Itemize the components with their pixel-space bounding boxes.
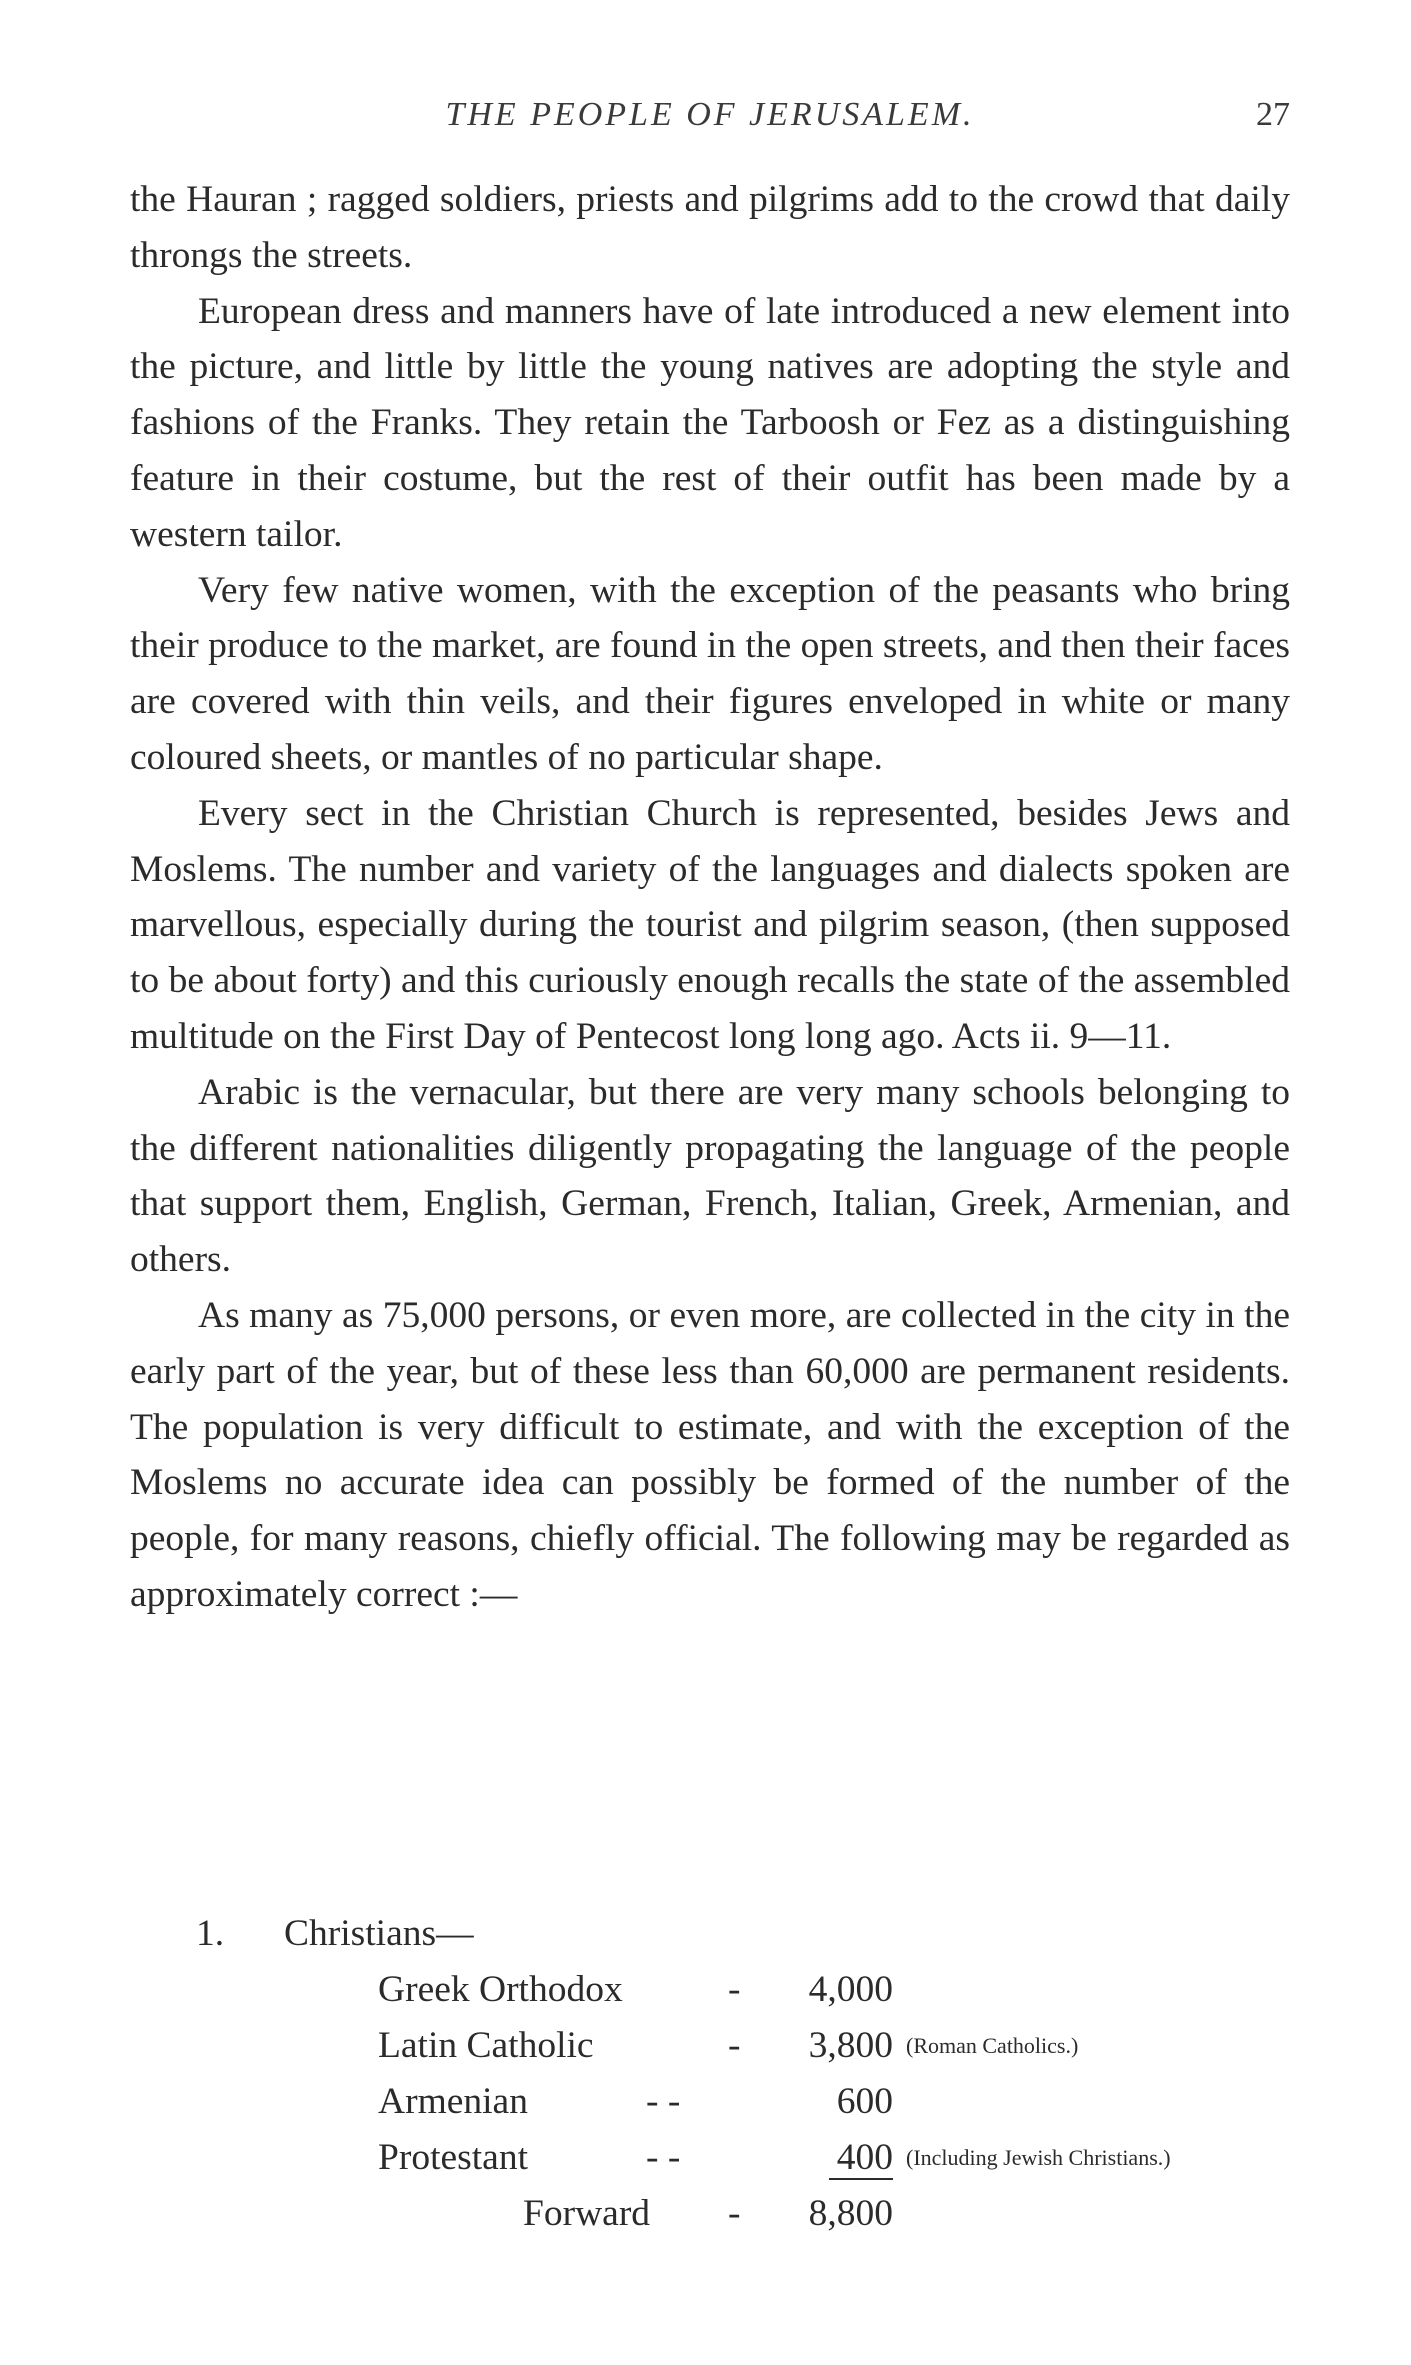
row-note: (Including Jewish Christians.) <box>906 2145 1171 2170</box>
underlined-value: 400 <box>829 2137 893 2180</box>
forward-dash: - <box>728 2193 741 2234</box>
body-text <box>130 172 1290 1623</box>
table-row <box>378 2130 1328 2186</box>
list-heading-text: Christians— <box>284 1913 474 1954</box>
row-dash: - <box>728 2025 741 2066</box>
row-value <box>785 2130 893 2186</box>
row-dash: - - <box>646 2081 681 2122</box>
table-row <box>378 1962 1328 2018</box>
population-table <box>378 1962 1328 2242</box>
paragraph: Very few native women, with the exception of the peasants who bring their produce to the market, are found in the open streets, and then their faces are covered with thin veils, and their figures enveloped in white or many coloured sheets, or mantles of no particular shape. <box>130 569 1290 778</box>
row-label: Latin Catholic <box>378 2025 594 2066</box>
list-number: 1. <box>196 1913 225 1954</box>
forward-label: Forward <box>523 2193 651 2234</box>
row-label: Greek Orthodox <box>378 1969 623 2010</box>
row-value: 4,000 <box>808 1969 893 2010</box>
paragraph: the Hauran ; ragged soldiers, priests and pilgrims add to the crowd that daily throngs the streets. <box>130 179 1290 276</box>
forward-row <box>378 2186 1328 2242</box>
row-note: (Roman Catholics.) <box>906 2033 1079 2058</box>
row-label: Protestant <box>378 2137 528 2178</box>
table-row <box>378 2018 1328 2074</box>
row-label: Armenian <box>378 2081 528 2122</box>
row-dash: - - <box>646 2137 681 2178</box>
paragraph: As many as 75,000 persons, or even more, are collected in the city in the early part of the year, but of these less than 60,000 are permanent residents. The population is very difficult to estimate, and with the exception of the Moslems no accurate idea can possibly be formed of the number of the people, for many reasons, chiefly official. The following may be regarded as approximately correct :— <box>130 1294 1290 1615</box>
paragraph: Every sect in the Christian Church is represented, besides Jews and Moslems. The number and variety of the languages and dialects spoken are marvellous, especially during the tourist and pilgrim season, (then supposed to be about forty) and this curiously enough recalls the state of the assembled multitude on the First Day of Pentecost long long ago. Acts ii. 9—11. <box>130 792 1290 1057</box>
running-title: THE PEOPLE OF JERUSALEM. <box>445 96 975 133</box>
table-row <box>378 2074 1328 2130</box>
row-value: 3,800 <box>808 2025 893 2066</box>
forward-value: 8,800 <box>808 2193 893 2234</box>
paragraph: European dress and manners have of late introduced a new element into the picture, and little by little the young natives are adopting the style and fashions of the Franks. They retain the Tarboosh or Fez as a distinguishing feature in their costume, but the rest of their outfit has been made by a western tailor. <box>130 290 1290 555</box>
page-number: 27 <box>1256 96 1290 133</box>
row-value: 600 <box>836 2081 893 2122</box>
paragraph: Arabic is the vernacular, but there are very many schools belonging to the different nationalities diligently propagating the language of the people that support them, English, German, French, Italian, Greek, Armenian, and others. <box>130 1071 1290 1281</box>
running-head <box>130 96 1290 146</box>
list-heading <box>196 1906 474 1962</box>
row-dash: - <box>728 1969 741 2010</box>
